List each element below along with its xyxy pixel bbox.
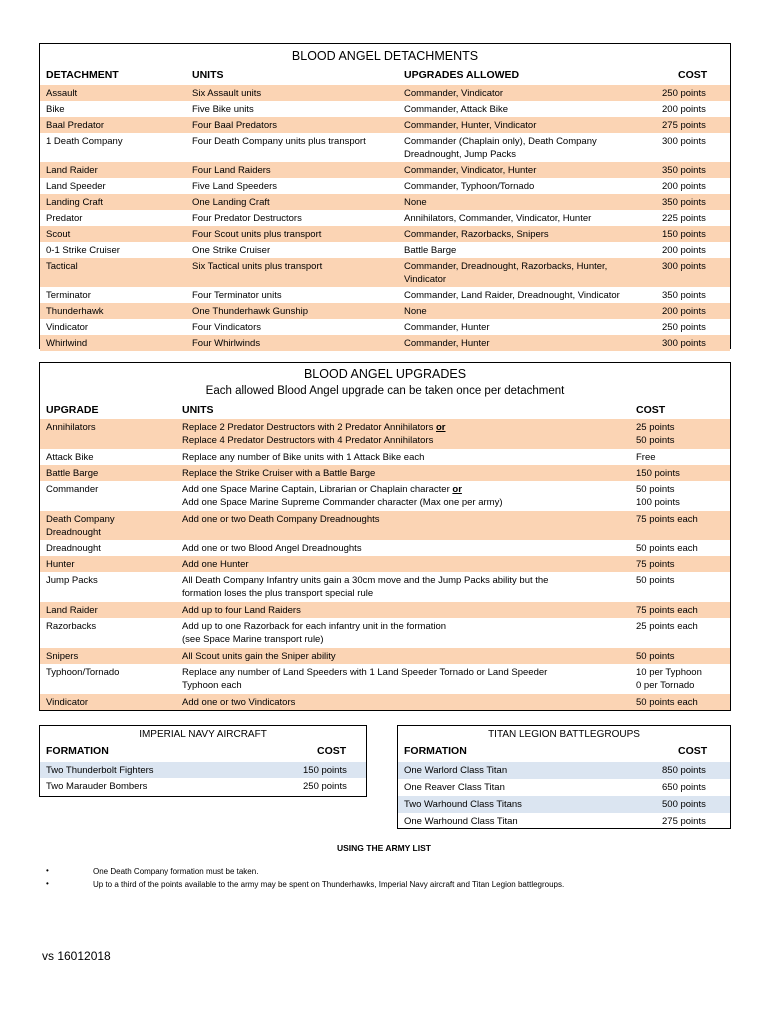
detachment-name: 1 Death Company xyxy=(46,136,123,147)
titan-title: TITAN LEGION BATTLEGROUPS xyxy=(488,729,640,740)
upgrade-name: Dreadnought xyxy=(46,543,101,554)
detachment-name: Baal Predator xyxy=(46,120,105,131)
upgrade-description-text: Add one or two Vindicators xyxy=(182,697,296,708)
detachment-cost: 350 points xyxy=(662,290,706,301)
detachment-cost: 350 points xyxy=(662,197,706,208)
detachment-row xyxy=(40,85,730,101)
upgrade-description-text: Add up to four Land Raiders xyxy=(182,605,301,616)
upgrade-cost: Free xyxy=(636,452,656,463)
detachment-upgrades: None xyxy=(404,197,427,208)
detachment-row xyxy=(40,287,730,303)
detachment-upgrades-cont: Vindicator xyxy=(404,274,447,285)
army-list-note-2: Up to a third of the points available to the army may be spent on Thunderhawks, Imperial Navy aircraft and Titan Legion battlegroups. xyxy=(93,880,565,889)
titan-row xyxy=(398,796,730,813)
detachment-row xyxy=(40,319,730,335)
titan-cost: 500 points xyxy=(662,799,706,810)
navy-title: IMPERIAL NAVY AIRCRAFT xyxy=(139,729,267,740)
upgrade-description-text: Replace the Strike Cruiser with a Battle Barge xyxy=(182,468,376,479)
detachment-units: Six Assault units xyxy=(192,88,262,99)
detachment-row xyxy=(40,133,730,162)
titan-cost: 650 points xyxy=(662,782,706,793)
detachment-name: Vindicator xyxy=(46,322,89,333)
detachment-row xyxy=(40,178,730,194)
detachment-units: Four Land Raiders xyxy=(192,165,271,176)
titan-header-formation: FORMATION xyxy=(404,745,467,757)
detachment-row xyxy=(40,194,730,210)
upgrade-cost: 50 points each xyxy=(636,543,698,554)
detachment-name: Terminator xyxy=(46,290,91,301)
upgrade-row xyxy=(40,618,730,648)
detachment-row xyxy=(40,303,730,319)
upgrade-description xyxy=(182,650,336,664)
upgrade-cost: 150 points xyxy=(636,468,680,479)
upgrade-description-text: Add one or two Death Company Dreadnoughts xyxy=(182,514,380,525)
header-upgrades-allowed: UPGRADES ALLOWED xyxy=(404,69,520,81)
upgrade-description xyxy=(182,574,548,588)
detachment-cost: 200 points xyxy=(662,245,706,256)
army-list-note-1: One Death Company formation must be taken. xyxy=(93,867,259,876)
upgrade-name: Battle Barge xyxy=(46,468,99,479)
titan-formation: One Warhound Class Titan xyxy=(404,816,518,827)
upgrade-description-text: Replace 2 Predator Destructors with 2 Predator Annihilators xyxy=(182,422,434,433)
navy-row xyxy=(40,762,366,778)
navy-header-formation: FORMATION xyxy=(46,745,109,757)
upgrade-cost: 50 points xyxy=(636,651,675,662)
detachment-name: Bike xyxy=(46,104,65,115)
detachment-cost: 250 points xyxy=(662,322,706,333)
detachment-upgrades: Commander, Typhoon/Tornado xyxy=(404,181,535,192)
upgrade-row xyxy=(40,694,730,710)
detachment-upgrades: Commander, Attack Bike xyxy=(404,104,509,115)
detachment-upgrades: None xyxy=(404,306,427,317)
titan-cost: 850 points xyxy=(662,765,706,776)
detachment-name: Predator xyxy=(46,213,83,224)
detachment-units: Four Terminator units xyxy=(192,290,282,301)
upgrade-row xyxy=(40,664,730,694)
upgrade-description xyxy=(182,467,375,481)
titan-header-cost: COST xyxy=(678,745,708,757)
titan-formation: Two Warhound Class Titans xyxy=(404,799,522,810)
upgrade-cost: 10 per Typhoon xyxy=(636,667,702,678)
upgrade-name: Hunter xyxy=(46,559,75,570)
upgrade-cost: 25 points each xyxy=(636,621,698,632)
or-keyword: or xyxy=(436,422,446,433)
detachment-units: One Landing Craft xyxy=(192,197,270,208)
header-upgrade-cost: COST xyxy=(636,404,666,416)
detachment-row xyxy=(40,162,730,178)
bullet-icon: • xyxy=(46,866,49,875)
detachment-name: Tactical xyxy=(46,261,78,272)
detachment-name: Land Raider xyxy=(46,165,98,176)
upgrade-name: Snipers xyxy=(46,651,79,662)
upgrade-row xyxy=(40,540,730,556)
upgrade-name: Razorbacks xyxy=(46,621,97,632)
detachment-name: Thunderhawk xyxy=(46,306,104,317)
upgrade-description xyxy=(182,451,424,465)
detachment-upgrades: Commander, Vindicator xyxy=(404,88,504,99)
upgrade-description-text: Replace any number of Land Speeders with 1 Land Speeder Tornado or Land Speeder xyxy=(182,667,548,678)
navy-formation: Two Marauder Bombers xyxy=(46,781,148,792)
upgrade-cost-cont: 0 per Tornado xyxy=(636,680,695,691)
upgrade-description-text: All Scout units gain the Sniper ability xyxy=(182,651,336,662)
detachment-units: Four Predator Destructors xyxy=(192,213,302,224)
upgrade-description-cont: formation loses the plus transport special rule xyxy=(182,588,374,599)
titan-cost: 275 points xyxy=(662,816,706,827)
detachment-units: Four Baal Predators xyxy=(192,120,278,131)
upgrade-description-text: Replace any number of Bike units with 1 Attack Bike each xyxy=(182,452,425,463)
upgrade-cost: 50 points xyxy=(636,575,675,586)
navy-header-cost: COST xyxy=(317,745,347,757)
upgrade-description xyxy=(182,558,249,572)
upgrade-name-cont: Dreadnought xyxy=(46,527,101,538)
detachment-upgrades: Commander, Hunter xyxy=(404,322,490,333)
upgrade-description xyxy=(182,604,301,618)
upgrade-row xyxy=(40,481,730,511)
detachment-cost: 300 points xyxy=(662,136,706,147)
upgrade-cost-cont: 100 points xyxy=(636,497,680,508)
upgrade-name: Land Raider xyxy=(46,605,98,616)
upgrade-name: Typhoon/Tornado xyxy=(46,667,120,678)
upgrade-row xyxy=(40,648,730,664)
upgrade-name: Attack Bike xyxy=(46,452,94,463)
detachment-upgrades: Commander, Land Raider, Dreadnought, Vindicator xyxy=(404,290,620,301)
header-units: UNITS xyxy=(192,69,224,81)
detachment-units: Six Tactical units plus transport xyxy=(192,261,323,272)
detachment-upgrades: Commander, Hunter xyxy=(404,338,490,349)
upgrade-description xyxy=(182,666,547,680)
detachment-name: Whirlwind xyxy=(46,338,88,349)
upgrade-cost: 75 points each xyxy=(636,605,698,616)
version-label: vs 16012018 xyxy=(42,949,111,963)
detachment-units: Four Death Company units plus transport xyxy=(192,136,366,147)
detachment-units: One Thunderhawk Gunship xyxy=(192,306,309,317)
upgrade-description xyxy=(182,421,446,435)
titan-row xyxy=(398,813,730,830)
detachment-row xyxy=(40,101,730,117)
navy-formation: Two Thunderbolt Fighters xyxy=(46,765,154,776)
titan-row xyxy=(398,762,730,779)
upgrade-cost: 75 points each xyxy=(636,514,698,525)
titan-table xyxy=(397,725,731,829)
detachment-cost: 300 points xyxy=(662,261,706,272)
detachment-upgrades-cont: Dreadnought, Jump Packs xyxy=(404,149,516,160)
upgrade-description-cont: (see Space Marine transport rule) xyxy=(182,634,324,645)
army-list-title: USING THE ARMY LIST xyxy=(337,843,431,853)
upgrade-description-cont: Add one Space Marine Supreme Commander character (Max one per army) xyxy=(182,497,503,508)
detachment-cost: 350 points xyxy=(662,165,706,176)
upgrades-subtitle: Each allowed Blood Angel upgrade can be taken once per detachment xyxy=(205,385,565,397)
detachment-upgrades: Commander (Chaplain only), Death Company xyxy=(404,136,597,147)
detachment-units: Four Whirlwinds xyxy=(192,338,261,349)
titan-formation: One Warlord Class Titan xyxy=(404,765,508,776)
upgrade-row xyxy=(40,556,730,572)
detachment-cost: 200 points xyxy=(662,306,706,317)
detachment-cost: 300 points xyxy=(662,338,706,349)
upgrades-title: BLOOD ANGEL UPGRADES xyxy=(303,367,467,381)
upgrade-cost: 75 points xyxy=(636,559,675,570)
upgrade-description-cont: Replace 4 Predator Destructors with 4 Predator Annihilators xyxy=(182,435,434,446)
upgrade-row xyxy=(40,449,730,465)
detachment-cost: 150 points xyxy=(662,229,706,240)
navy-table xyxy=(39,725,367,797)
navy-cost: 150 points xyxy=(303,765,347,776)
detachment-upgrades: Commander, Hunter, Vindicator xyxy=(404,120,537,131)
detachment-name: Assault xyxy=(46,88,78,99)
detachment-row xyxy=(40,226,730,242)
detachment-units: One Strike Cruiser xyxy=(192,245,271,256)
upgrade-description xyxy=(182,620,446,634)
upgrade-row xyxy=(40,602,730,618)
titan-row xyxy=(398,779,730,796)
upgrade-name: Death Company xyxy=(46,514,115,525)
upgrade-description-text: Add one or two Blood Angel Dreadnoughts xyxy=(182,543,362,554)
header-cost: COST xyxy=(678,69,708,81)
detachment-row xyxy=(40,242,730,258)
detachment-upgrades: Annihilators, Commander, Vindicator, Hunter xyxy=(404,213,592,224)
upgrade-row xyxy=(40,419,730,449)
upgrade-description xyxy=(182,696,295,710)
detachment-row xyxy=(40,258,730,287)
titan-formation: One Reaver Class Titan xyxy=(404,782,505,793)
header-detachment: DETACHMENT xyxy=(46,69,119,81)
upgrade-description xyxy=(182,542,362,556)
detachment-units: Four Scout units plus transport xyxy=(192,229,322,240)
detachment-cost: 200 points xyxy=(662,181,706,192)
detachment-units: Four Vindicators xyxy=(192,322,261,333)
header-upgrade-units: UNITS xyxy=(182,404,214,416)
upgrade-cost: 25 points xyxy=(636,422,675,433)
detachment-row xyxy=(40,210,730,226)
upgrades-table xyxy=(39,362,731,711)
detachments-title: BLOOD ANGEL DETACHMENTS xyxy=(291,49,479,63)
detachment-units: Five Bike units xyxy=(192,104,254,115)
detachment-units: Five Land Speeders xyxy=(192,181,278,192)
detachments-table xyxy=(39,43,731,349)
detachment-upgrades: Battle Barge xyxy=(404,245,457,256)
upgrade-description-text: All Death Company Infantry units gain a 30cm move and the Jump Packs ability but the xyxy=(182,575,549,586)
detachment-name: Land Speeder xyxy=(46,181,106,192)
upgrade-name: Jump Packs xyxy=(46,575,98,586)
header-upgrade: UPGRADE xyxy=(46,404,99,416)
detachment-upgrades: Commander, Vindicator, Hunter xyxy=(404,165,537,176)
upgrade-description xyxy=(182,513,380,527)
upgrade-name: Annihilators xyxy=(46,422,96,433)
upgrade-name: Vindicator xyxy=(46,697,89,708)
upgrade-cost: 50 points xyxy=(636,484,675,495)
upgrade-description-text: Add up to one Razorback for each infantry unit in the formation xyxy=(182,621,447,632)
upgrade-cost: 50 points each xyxy=(636,697,698,708)
detachment-cost: 250 points xyxy=(662,88,706,99)
detachment-cost: 275 points xyxy=(662,120,706,131)
navy-row xyxy=(40,778,366,794)
upgrade-name: Commander xyxy=(46,484,99,495)
upgrade-row xyxy=(40,572,730,602)
or-keyword: or xyxy=(452,484,462,495)
upgrade-cost-cont: 50 points xyxy=(636,435,675,446)
upgrade-description xyxy=(182,483,462,497)
navy-cost: 250 points xyxy=(303,781,347,792)
detachment-name: Landing Craft xyxy=(46,197,104,208)
detachment-cost: 225 points xyxy=(662,213,706,224)
detachment-name: 0-1 Strike Cruiser xyxy=(46,245,120,256)
detachment-name: Scout xyxy=(46,229,71,240)
upgrade-description-text: Add one Hunter xyxy=(182,559,249,570)
detachment-upgrades: Commander, Dreadnought, Razorbacks, Hunter, xyxy=(404,261,608,272)
bullet-icon: • xyxy=(46,879,49,888)
detachment-upgrades: Commander, Razorbacks, Snipers xyxy=(404,229,549,240)
upgrade-description-cont: Typhoon each xyxy=(182,680,242,691)
detachment-cost: 200 points xyxy=(662,104,706,115)
upgrade-row xyxy=(40,465,730,481)
upgrade-row xyxy=(40,511,730,540)
detachment-row xyxy=(40,117,730,133)
detachment-row xyxy=(40,335,730,351)
upgrade-description-text: Add one Space Marine Captain, Librarian or Chaplain character xyxy=(182,484,450,495)
